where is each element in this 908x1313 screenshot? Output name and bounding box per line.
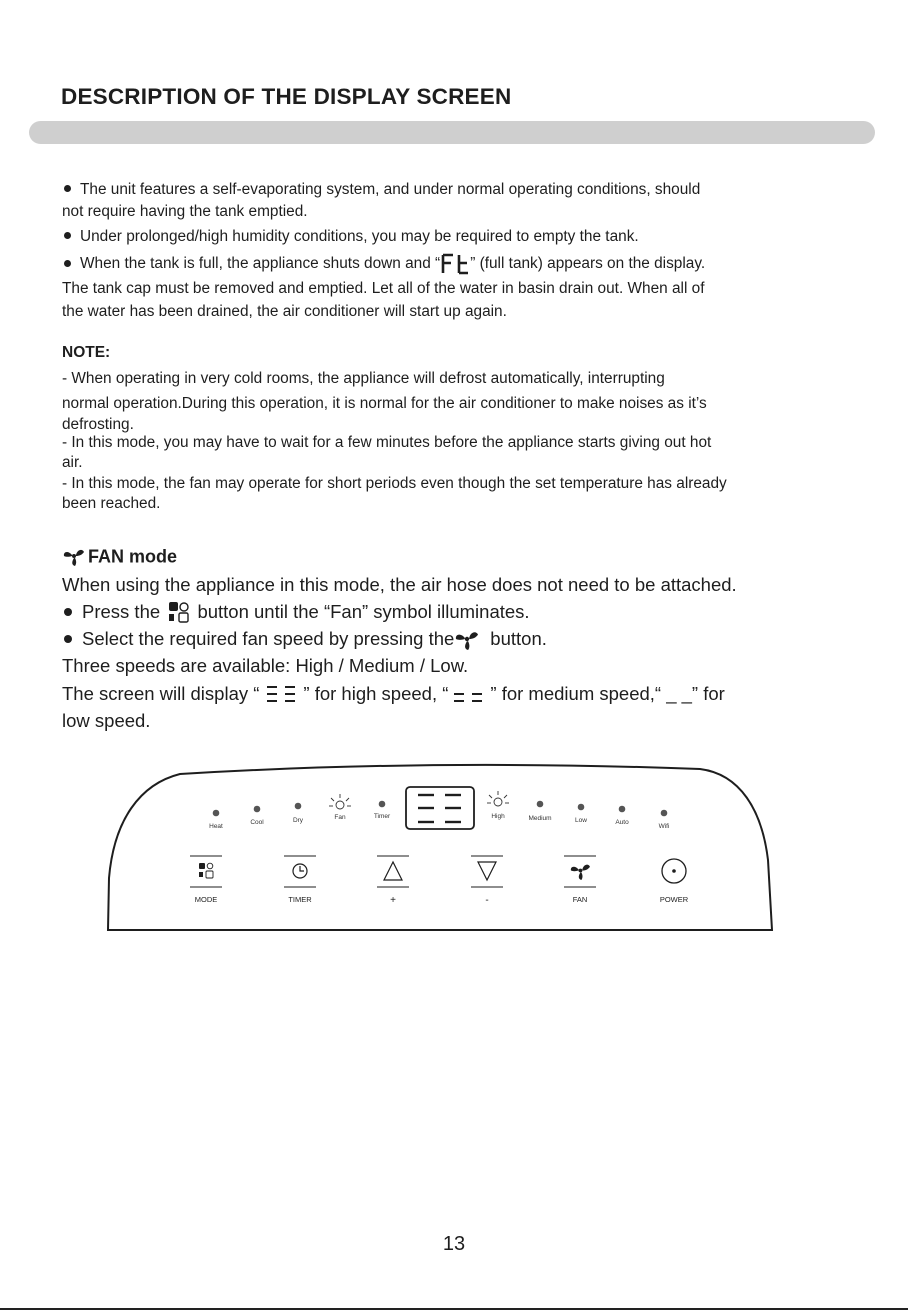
note-line: - In this mode, you may have to wait for a few minutes before the appliance starts giving out hot <box>62 434 712 451</box>
indicator-label-auto: Auto <box>615 819 629 826</box>
indicator-label-fan: Fan <box>334 814 346 821</box>
plus-button-label: + <box>390 895 396 906</box>
minus-button-label: - <box>485 895 489 906</box>
full-tank-ft-icon <box>440 253 470 275</box>
mode-icon <box>168 601 190 623</box>
note-line: defrosting. <box>62 416 134 433</box>
indicator-label-heat: Heat <box>209 823 223 830</box>
intro-paragraph-2: the water has been drained, the air conditioner will start up again. <box>62 303 507 320</box>
fan-icon <box>454 628 480 650</box>
note-line: been reached. <box>62 495 161 512</box>
bullet-icon <box>64 635 72 643</box>
indicator-label-timer: Timer <box>373 813 391 820</box>
mode-button-label: MODE <box>194 895 218 904</box>
timer-button-label: TIMER <box>288 895 312 904</box>
high-speed-segments-icon <box>265 684 299 704</box>
intro-bullet-3: When the tank is full, the appliance shuts down and “ ” (full tank) appears on the display. <box>62 253 705 275</box>
indicator-label-cool: Cool <box>250 819 264 826</box>
fan-speed-line: The screen will display “ ” for high speed, “ ” for medium speed,“ _ _” for <box>62 683 725 704</box>
bullet-icon <box>64 260 71 267</box>
title-underline-bar <box>29 121 875 144</box>
note-line: - When operating in very cold rooms, the appliance will defrost automatically, interrupting <box>62 370 665 387</box>
indicator-label-medium: Medium <box>528 815 552 822</box>
bullet-icon <box>64 232 71 239</box>
fan-bullet-2: Select the required fan speed by pressing the button. <box>62 627 547 653</box>
bullet-icon <box>64 608 72 616</box>
indicator-label-high: High <box>491 813 505 820</box>
bullet-icon <box>64 185 71 192</box>
fan-button-label: FAN <box>572 895 588 904</box>
intro-paragraph-1: The tank cap must be removed and emptied. Let all of the water in basin drain out. When all of <box>62 280 705 297</box>
indicator-label-low: Low <box>575 817 587 824</box>
fan-line: When using the appliance in this mode, the air hose does not need to be attached. <box>62 574 737 595</box>
fan-bullet-1: Press the button until the “Fan” symbol illuminates. <box>62 600 530 626</box>
intro-bullet-2: Under prolonged/high humidity conditions, you may be required to empty the tank. <box>62 226 639 247</box>
footer-line <box>0 1308 908 1310</box>
medium-speed-segments-icon <box>452 684 486 704</box>
intro-bullet-1-cont: not require having the tank emptied. <box>62 203 308 220</box>
fan-icon <box>63 546 85 566</box>
page-number: 13 <box>442 1233 466 1255</box>
note-line: - In this mode, the fan may operate for short periods even though the set temperature has already <box>62 475 727 492</box>
note-line: air. <box>62 454 83 471</box>
display-screen <box>406 787 474 829</box>
fan-mode-heading: FAN mode <box>62 546 177 569</box>
indicator-label-dry: Dry <box>292 817 304 824</box>
intro-bullet-1: The unit features a self-evaporating system, and under normal operating conditions, should <box>62 179 700 200</box>
control-panel-illustration <box>100 760 780 936</box>
fan-line: Three speeds are available: High / Medium / Low. <box>62 655 469 676</box>
note-line: normal operation.During this operation, it is normal for the air conditioner to make noises as it’s <box>62 395 707 412</box>
indicator-label-wifi: Wifi <box>658 823 670 830</box>
power-button-label: POWER <box>659 895 689 904</box>
note-heading: NOTE: <box>62 344 111 361</box>
page-title: DESCRIPTION OF THE DISPLAY SCREEN <box>61 84 512 109</box>
fan-line: low speed. <box>62 710 151 731</box>
